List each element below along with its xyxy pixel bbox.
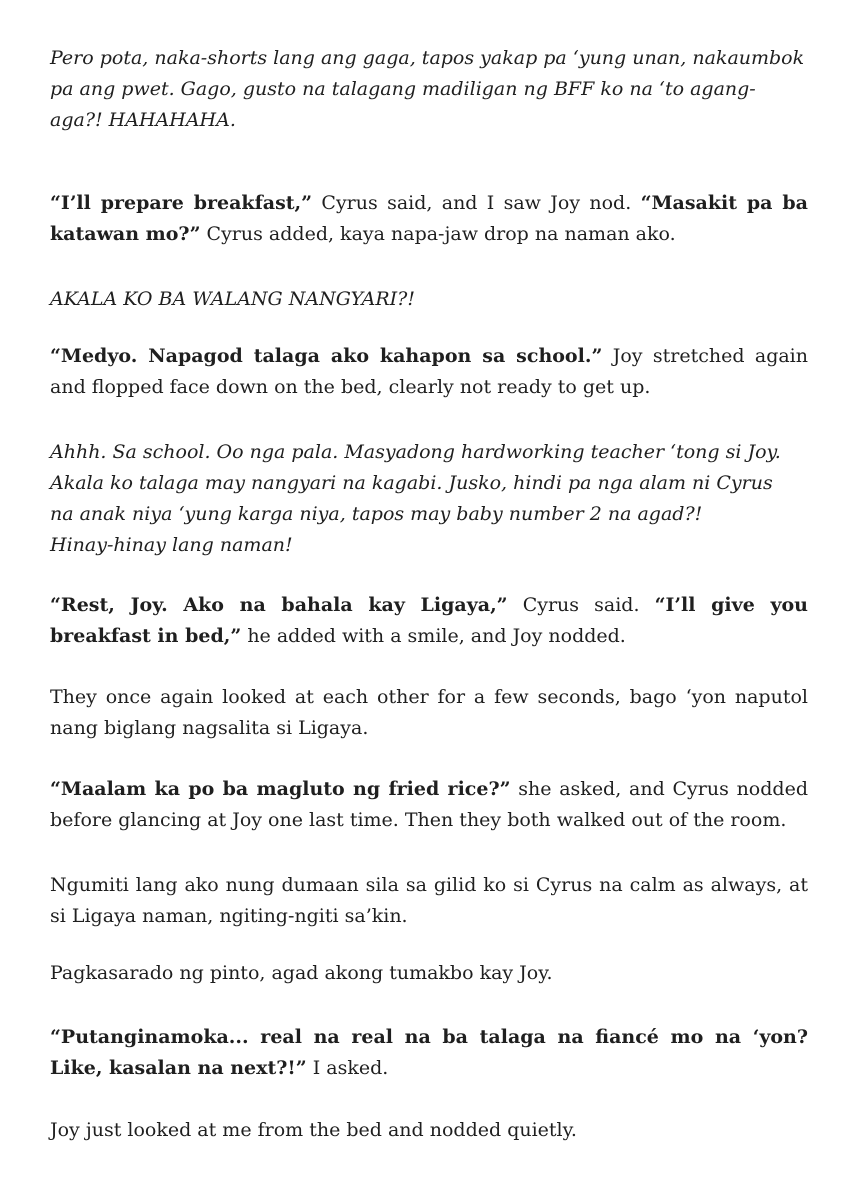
dialogue-quote: “Maalam ka po ba magluto ng fried rice?” xyxy=(50,778,511,800)
narration-text: I asked. xyxy=(306,1057,389,1079)
dialogue-quote: “Rest, Joy. Ako na bahala kay Ligaya,” xyxy=(50,594,508,616)
dialogue-quote: “Medyo. Napagod talaga ako kahapon sa school.” xyxy=(50,345,603,367)
dialogue-paragraph xyxy=(50,590,808,652)
narration-text: Joy just looked at me from the bed and nodded quietly. xyxy=(50,1119,577,1141)
narration-text: he added with a smile, and Joy nodded. xyxy=(241,625,626,647)
inner-thought-line: Hinay-hinay lang naman! xyxy=(50,534,293,556)
inner-thought-line: na anak niya ‘yung karga niya, tapos may baby number 2 na agad?! xyxy=(50,503,703,525)
narration-text: Cyrus said, and I saw Joy nod. xyxy=(312,192,641,214)
narration-text: Pero pota, naka-shorts lang ang gaga, tapos yakap pa ‘yung unan, nakaumbok pa ang pwet. Gago, gusto na talagang madiligan ng BFF ko na ‘to agang-aga?! HAHAHAHA. xyxy=(50,47,805,131)
dialogue-quote: “Putanginamoka... real na real na ba talaga na fiancé mo na ‘yon? Like, kasalan na next?!” xyxy=(50,1026,808,1079)
inner-thought-line: Akala ko talaga may nangyari na kagabi. Jusko, hindi pa nga alam ni Cyrus xyxy=(50,472,773,494)
narration-text: Cyrus said. xyxy=(507,594,655,616)
dialogue-quote: “I’ll give you breakfast in bed,” xyxy=(50,594,808,647)
inner-thought-text: AKALA KO BA WALANG NANGYARI?! xyxy=(50,288,415,310)
narration-paragraph xyxy=(50,682,808,744)
narration-text: Joy stretched again and flopped face down on the bed, clearly not ready to get up. xyxy=(50,345,809,398)
inner-thought-line: Ahhh. Sa school. Oo nga pala. Masyadong hardworking teacher ‘tong si Joy. xyxy=(50,441,781,463)
narration-paragraph xyxy=(50,43,808,136)
narration-paragraph xyxy=(50,870,808,932)
narration-text: They once again looked at each other for a few seconds, bago ‘yon naputol nang biglang nagsalita si Ligaya. xyxy=(50,686,808,739)
dialogue-paragraph xyxy=(50,341,808,403)
dialogue-paragraph xyxy=(50,1022,808,1084)
narration-paragraph xyxy=(50,958,808,989)
dialogue-paragraph xyxy=(50,774,808,836)
dialogue-quote: “I’ll prepare breakfast,” xyxy=(50,192,313,214)
narration-paragraph xyxy=(50,1115,808,1146)
narration-text: Pagkasarado ng pinto, agad akong tumakbo kay Joy. xyxy=(50,962,553,984)
dialogue-paragraph xyxy=(50,188,808,250)
narration-text: she asked, and Cyrus nodded before glancing at Joy one last time. Then they both walked out of the room. xyxy=(50,778,808,831)
narration-text: Cyrus added, kaya napa-jaw drop na naman ako. xyxy=(200,223,676,245)
narration-text: Ngumiti lang ako nung dumaan sila sa gilid ko si Cyrus na calm as always, at si Ligaya naman, ngiting-ngiti sa’kin. xyxy=(50,874,808,927)
inner-thought-paragraph xyxy=(50,284,808,315)
dialogue-quote: “Masakit pa ba katawan mo?” xyxy=(50,192,808,245)
inner-thought-paragraph xyxy=(50,437,808,561)
